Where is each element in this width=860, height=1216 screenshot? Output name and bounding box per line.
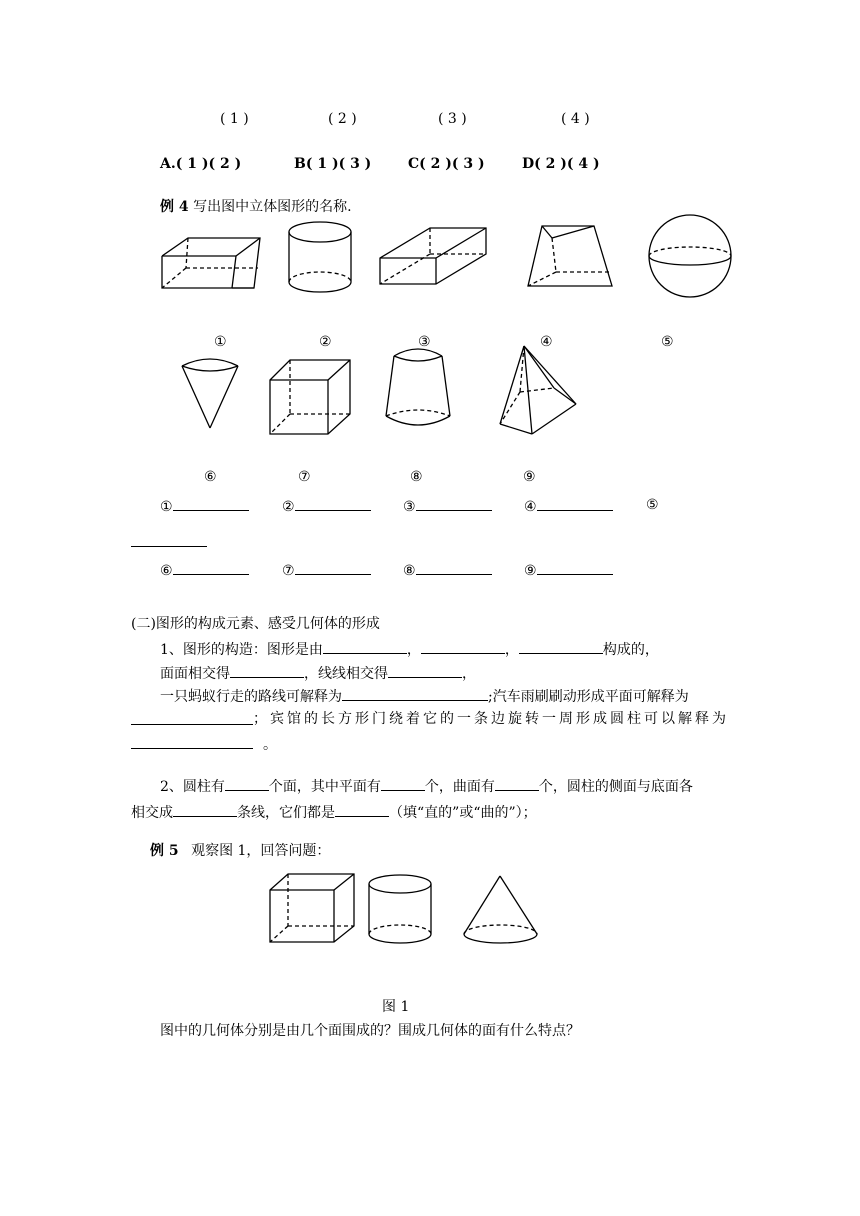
figure-1-prism [160, 236, 264, 296]
row1-number-4: ④ [540, 334, 553, 350]
answer-blank-8[interactable] [403, 560, 492, 580]
top-label-3: ( 3 ) [438, 111, 467, 127]
option-a: A.( 1 )( 2 ) [160, 156, 242, 172]
figure-2-cylinder [288, 220, 354, 298]
top-label-4: ( 4 ) [561, 111, 590, 127]
answer-label-4: ④ [524, 499, 537, 515]
q1-blank-7[interactable] [131, 710, 253, 725]
q2-line2 [131, 802, 537, 822]
q1-line3 [160, 686, 689, 706]
q1-blank-5[interactable] [388, 663, 462, 678]
q1-sep-1: ， [406, 642, 421, 658]
answer-label-8: ⑧ [403, 563, 416, 579]
answer-label-2: ② [282, 499, 295, 515]
row1-number-2: ② [319, 334, 332, 350]
answer-blank-2[interactable] [282, 496, 371, 516]
answer-blank-4[interactable] [524, 496, 613, 516]
figure-3-cuboid [378, 226, 490, 292]
q2-text-e: 相交成 [131, 805, 173, 821]
row1-number-3: ③ [418, 334, 431, 350]
figure-8-cone-frustum [382, 346, 454, 434]
row1-number-5: ⑤ [661, 334, 674, 350]
option-b: B( 1 )( 3 ) [294, 156, 372, 172]
answer-label-9: ⑨ [524, 563, 537, 579]
q1-text-b1: 面面相交得 [160, 666, 230, 682]
figure1-cone [462, 874, 540, 950]
q2-text-a: 2、圆柱有 [160, 779, 225, 795]
q2-blank-5[interactable] [335, 802, 389, 817]
answer-label-6: ⑥ [160, 563, 173, 579]
q1-line2 [160, 663, 476, 683]
q1-line5 [131, 734, 277, 754]
figure-7-cube [268, 358, 352, 442]
q1-line4 [131, 710, 729, 728]
q2-blank-3[interactable] [495, 776, 539, 791]
q2-text-f: 条线，它们都是 [237, 805, 335, 821]
q2-blank-1[interactable] [225, 776, 269, 791]
row2-number-6: ⑥ [204, 469, 217, 485]
figure-4-frustum [524, 224, 614, 294]
q2-text-b: 个面，其中平面有 [268, 779, 381, 795]
top-label-2: ( 2 ) [328, 111, 357, 127]
example4-line [160, 198, 352, 216]
q1-blank-9[interactable] [131, 734, 253, 749]
final-question: 图中的几何体分别是由几个面围成的？围成几何体的面有什么特点？ [160, 1023, 580, 1039]
figure-5-sphere [646, 214, 734, 302]
example5-line [150, 842, 330, 860]
q1-text-end: 构成的， [602, 642, 659, 658]
q2-text-d: 个，圆柱的侧面与底面各 [538, 779, 693, 795]
top-label-1: ( 1 ) [220, 111, 249, 127]
q2-text-g: （填“直的”或“曲的”）； [389, 805, 537, 821]
q1-blank-2[interactable] [421, 639, 505, 654]
example5-text: 观察图 1，回答问题： [191, 843, 331, 859]
example4-text: 写出图中立体图形的名称. [193, 199, 352, 215]
q2-line1 [160, 776, 693, 796]
answer-label-3: ③ [403, 499, 416, 515]
q1-blank-4[interactable] [230, 663, 304, 678]
figure1-cylinder [368, 874, 434, 950]
answer-label-5: ⑤ [646, 497, 659, 513]
row2-number-8: ⑧ [410, 469, 423, 485]
q1-text-d1: ；宾馆的长方形门绕着它的一条边旋转一周形成圆柱可以解释为 [253, 711, 729, 727]
q1-text-b3: ， [462, 666, 476, 682]
q1-text-e: 。 [263, 737, 277, 753]
example4-label: 例 4 [160, 199, 189, 215]
q1-blank-3[interactable] [519, 639, 603, 654]
answer-blank-9[interactable] [524, 560, 613, 580]
answer-blank-5[interactable] [131, 532, 207, 552]
section2-heading: (二)图形的构成元素、感受几何体的形成 [131, 616, 380, 632]
q1-blank-6[interactable] [342, 686, 488, 701]
answer-label-1: ① [160, 499, 173, 515]
q2-blank-2[interactable] [381, 776, 425, 791]
q1-blank-1[interactable] [323, 639, 407, 654]
figure1-caption: 图 1 [382, 999, 410, 1015]
answer-label-7: ⑦ [282, 563, 295, 579]
row2-number-7: ⑦ [298, 469, 311, 485]
option-c: C( 2 )( 3 ) [408, 156, 485, 172]
q1-text-c1: 一只蚂蚁行走的路线可解释为 [160, 689, 342, 705]
q2-text-c: 个，曲面有 [424, 779, 495, 795]
answer-blank-1[interactable] [160, 496, 249, 516]
answer-blank-7[interactable] [282, 560, 371, 580]
answer-blank-3[interactable] [403, 496, 492, 516]
answer-blank-6[interactable] [160, 560, 249, 580]
q2-blank-4[interactable] [173, 802, 237, 817]
example5-label: 例 5 [150, 843, 179, 859]
q1-text-a: 1、图形的构造：图形是由 [160, 642, 323, 658]
q1-line1 [160, 639, 659, 659]
figure-9-pyramid [496, 344, 580, 440]
q1-sep-2: ， [504, 642, 519, 658]
figure-6-cone [180, 352, 240, 436]
option-d: D( 2 )( 4 ) [522, 156, 600, 172]
q1-text-b2: ，线线相交得 [304, 666, 388, 682]
row1-number-1: ① [214, 334, 227, 350]
figure1-cube [268, 872, 356, 950]
q1-text-c2: ;汽车雨刷刷动形成平面可解释为 [488, 689, 689, 705]
row2-number-9: ⑨ [523, 469, 536, 485]
